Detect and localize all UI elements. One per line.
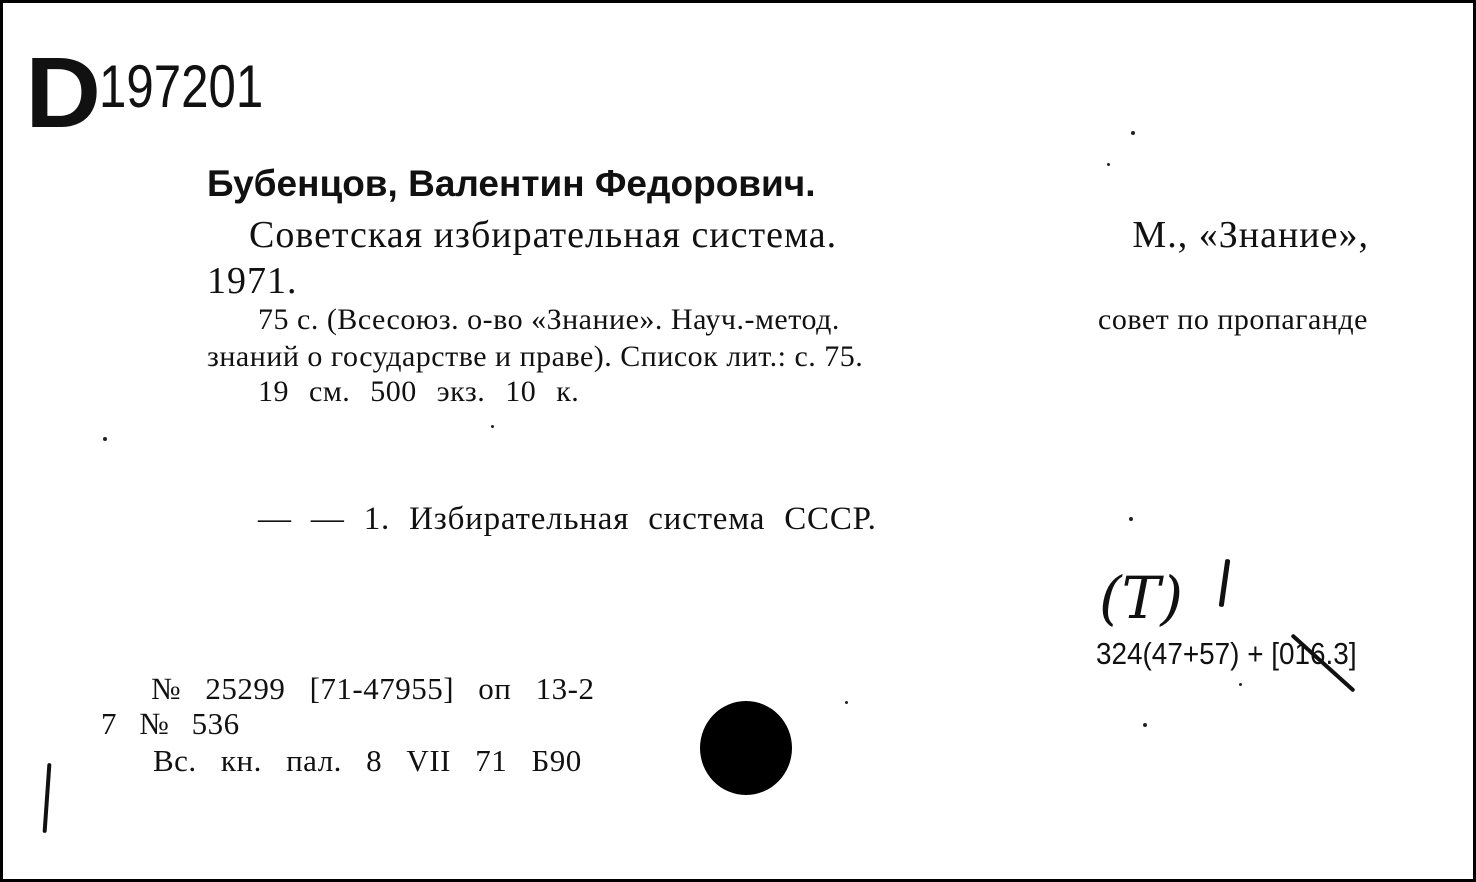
collation-line-1-right: совет по пропаганде: [1098, 303, 1368, 336]
call-number: [25, 37, 299, 149]
speck: [1131, 131, 1135, 135]
speck: [491, 425, 494, 428]
speck: [845, 701, 848, 704]
speck: [1107, 163, 1110, 166]
subject-heading: — — 1. Избирательная система СССР.: [258, 501, 877, 537]
collation-line-2: знаний о государстве и праве). Список лит.: с. 75.: [207, 340, 864, 373]
author-heading: Бубенцов, Валентин Федорович.: [207, 163, 816, 204]
title-line: [249, 213, 1369, 257]
registry-line-3: Вс. кн. пал. 8 VII 71 Б90: [153, 743, 582, 778]
speck: [1239, 683, 1242, 686]
publication-year: 1971.: [207, 260, 298, 302]
classification-number: 324(47+57) + [016.3]: [1096, 636, 1357, 671]
call-number-letter: D: [25, 37, 99, 149]
speck: [103, 437, 107, 441]
handwritten-stroke: [1219, 559, 1231, 607]
collation-line-3: 19 см. 500 экз. 10 к.: [258, 375, 580, 408]
margin-mark: [43, 763, 52, 833]
call-number-digits: 197201: [99, 53, 264, 120]
speck: [1129, 517, 1133, 521]
collation-line-1-left: 75 с. (Всесоюз. о-во «Знание». Науч.-метод.: [258, 303, 840, 336]
registry-line-2: 7 № 536: [101, 706, 240, 741]
punch-hole: [700, 701, 792, 795]
speck: [1143, 723, 1147, 727]
handwritten-mark: (Т): [1099, 564, 1183, 632]
registry-line-1: № 25299 [71-47955] оп 13-2: [151, 671, 595, 706]
publisher-text: М., «Знание»,: [1132, 214, 1369, 256]
collation-line-1: [258, 303, 1368, 337]
title-text: Советская избирательная система.: [249, 214, 838, 256]
